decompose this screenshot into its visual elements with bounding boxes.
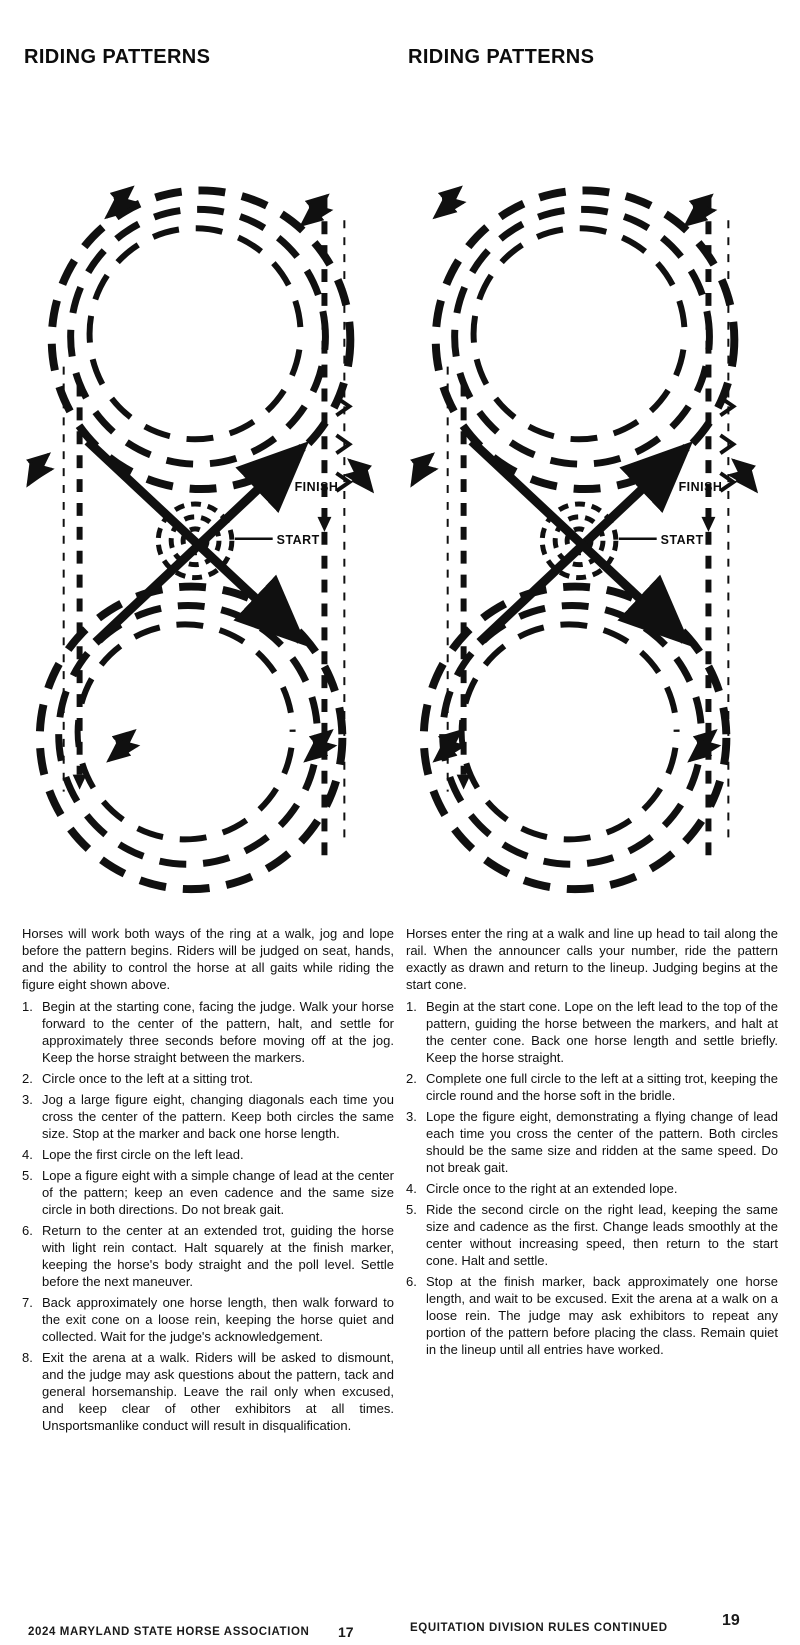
footer-text-left: 2024 MARYLAND STATE HORSE ASSOCIATION <box>28 1626 310 1638</box>
direction-chevron-icon <box>720 435 733 453</box>
cone-marker-icon <box>435 187 464 217</box>
step-number: 3. <box>22 1092 33 1107</box>
page-title: RIDING PATTERNS <box>408 46 595 68</box>
step-number: 8. <box>22 1350 33 1365</box>
step-item <box>406 1201 778 1269</box>
step-text: Circle once to the right at an extended lope. <box>426 1181 678 1196</box>
step-number: 5. <box>406 1202 417 1217</box>
step-item <box>22 1167 394 1218</box>
step-text: Complete one full circle to the left at a sitting trot, keeping the circle round and the horse soft in the bridle. <box>426 1071 778 1103</box>
start-label: START <box>276 532 320 547</box>
step-text: Lope the figure eight, demonstrating a flying change of lead each time you cross the center of the pattern. Both circles should be the same size and ridden at the same speed. Do not break gait. <box>426 1109 778 1175</box>
crossing-path-line <box>88 441 301 640</box>
step-number: 3. <box>406 1109 417 1124</box>
step-text: Back approximately one horse length, then walk forward to the exit cone on a loose rein, keeping the horse quiet and collected. Wait for the judge's acknowledgement. <box>42 1295 394 1344</box>
step-text: Stop at the finish marker, back approximately one horse length, and wait to be excused. Exit the arena at a walk on a loose rein. The judge may ask exhibitors to repeat any portion of the pattern before placing the class. Remain quiet in the lineup until all entries have worked. <box>426 1274 778 1357</box>
finish-arrow-icon <box>701 517 715 532</box>
step-text: Begin at the start cone. Lope on the left lead to the top of the pattern, guiding the horse between the markers, and halt at the center cone. Back one horse length and settle briefly. Keep the horse straight. <box>426 999 778 1065</box>
step-item <box>22 1349 394 1434</box>
step-item <box>22 1091 394 1142</box>
step-text: Lope a figure eight with a simple change of lead at the center of the pattern; keep an even cadence and the same size circle in both directions. Do not break gait. <box>42 1168 394 1217</box>
step-number: 2. <box>22 1071 33 1086</box>
step-text: Lope the first circle on the left lead. <box>42 1147 244 1162</box>
crossing-path-line <box>472 441 685 640</box>
pattern-steps <box>406 998 778 1358</box>
page-left-column <box>22 46 394 1434</box>
footer-text-right: EQUITATION DIVISION RULES CONTINUED <box>410 1622 668 1634</box>
step-item <box>22 1070 394 1087</box>
step-text: Begin at the starting cone, facing the judge. Walk your horse forward to the center of the pattern, halt, and settle for approximately three seconds before moving off at the jog. Keep the horse straight between the markers. <box>42 999 394 1065</box>
instructions-block <box>22 925 394 1434</box>
step-item <box>406 1108 778 1176</box>
instructions-block <box>406 925 778 1358</box>
step-item <box>22 1222 394 1290</box>
pattern-intro: Horses enter the ring at a walk and line up head to tail along the rail. When the announcer calls your number, ride the pattern exactly as drawn and return to the lineup. Judging begins at the start cone. <box>406 926 778 992</box>
step-number: 7. <box>22 1295 33 1310</box>
step-text: Circle once to the left at a sitting trot. <box>42 1071 253 1086</box>
step-item <box>22 998 394 1066</box>
step-number: 6. <box>22 1223 33 1238</box>
cone-marker-icon <box>108 731 137 761</box>
step-number: 1. <box>406 999 417 1014</box>
step-item <box>406 1070 778 1104</box>
step-number: 5. <box>22 1168 33 1183</box>
page-right-column <box>406 46 778 1358</box>
step-item <box>406 998 778 1066</box>
page-number-left: 17 <box>338 1624 354 1640</box>
finish-label: FINISH <box>678 480 723 495</box>
step-item <box>22 1294 394 1345</box>
step-text: Ride the second circle on the right lead, keeping the same size and cadence as the first. Change leads smoothly at the center without increasing speed, then return to the start cone. Halt and settle. <box>426 1202 778 1268</box>
finish-label: FINISH <box>294 480 339 495</box>
page-title: RIDING PATTERNS <box>24 46 211 68</box>
step-item <box>22 1146 394 1163</box>
step-text: Return to the center at an extended trot, guiding the horse with light rein contact. Halt squarely at the finish marker, keeping the horse's body straight and the poll level. Settle before the next maneuver. <box>42 1223 394 1289</box>
pattern-intro: Horses will work both ways of the ring at a walk, jog and lope before the pattern begins. Riders will be judged on seat, hands, and the ability to control the horse at all gaits while riding the figure eight shown above. <box>22 926 394 992</box>
figure-eight-diagram <box>406 73 778 919</box>
step-text: Exit the arena at a walk. Riders will be asked to dismount, and the judge may ask questions about the pattern, tack and general horsemanship. Leave the rail only when excused, and keep clear of other exhibitors at all times. Unsportsmanlike conduct will result in disqualification. <box>42 1350 394 1433</box>
step-number: 2. <box>406 1071 417 1086</box>
step-item <box>406 1180 778 1197</box>
cone-marker-icon <box>730 460 756 491</box>
step-number: 6. <box>406 1274 417 1289</box>
step-number: 4. <box>406 1181 417 1196</box>
finish-arrow-icon <box>317 517 331 532</box>
page-number-right: 19 <box>722 1612 740 1629</box>
step-number: 1. <box>22 999 33 1014</box>
direction-chevron-icon <box>336 435 349 453</box>
start-label: START <box>660 532 704 547</box>
page-footer <box>0 1612 800 1645</box>
step-item <box>406 1273 778 1358</box>
pattern-steps <box>22 998 394 1434</box>
cone-marker-icon <box>28 454 52 485</box>
figure-eight-diagram <box>22 73 394 919</box>
step-text: Jog a large figure eight, changing diagonals each time you cross the center of the pattern. Keep both circles the same size. Stop at the marker and back one horse length. <box>42 1092 394 1141</box>
cone-marker-icon <box>346 460 372 491</box>
step-number: 4. <box>22 1147 33 1162</box>
cone-marker-icon <box>412 454 436 485</box>
